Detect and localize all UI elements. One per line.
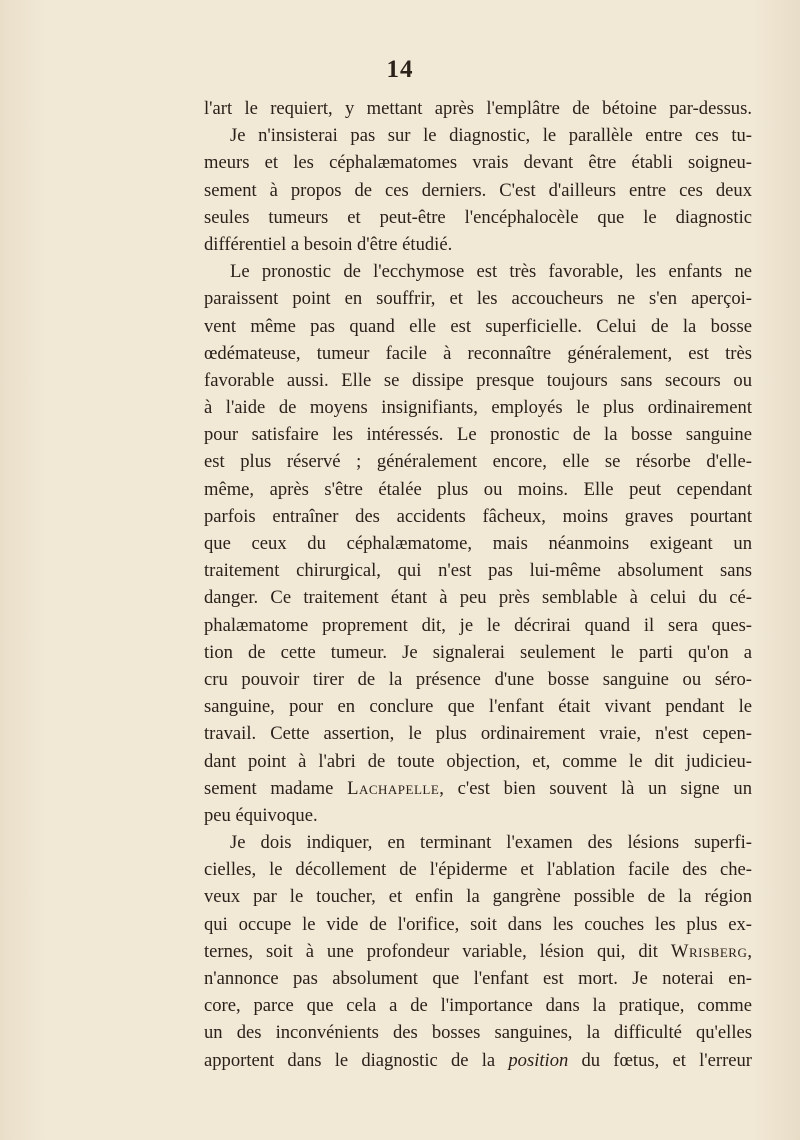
- text-line: sanguine, pour en conclure que l'enfant était vivant pendant le: [204, 696, 752, 718]
- text-line: vent même pas quand elle est superficielle. Celui de la bosse: [204, 315, 752, 337]
- text-segment: ,: [747, 940, 752, 962]
- text-line: [204, 775, 752, 802]
- text-line: Je n'insisterai pas sur le diagnostic, le parallèle entre ces tu-: [230, 125, 752, 147]
- text-line: Je dois indiquer, en terminant l'examen des lésions superfi-: [230, 832, 752, 854]
- text-line: cielles, le décollement de l'épiderme et l'ablation facile des che-: [204, 859, 752, 881]
- text-line: sement à propos de ces derniers. C'est d'ailleurs entre ces deux: [204, 179, 752, 201]
- text-line: travail. Cette assertion, le plus ordinairement vraie, n'est cepen-: [204, 723, 752, 745]
- body-text: [204, 95, 752, 1074]
- text-line: à l'aide de moyens insignifiants, employés le plus ordinairement: [204, 397, 752, 419]
- text-line: [204, 938, 752, 965]
- text-line: veux par le toucher, et enfin la gangrène possible de la région: [204, 886, 752, 908]
- text-line: est plus réservé ; généralement encore, elle se résorbe d'elle-: [204, 451, 752, 473]
- text-line: tion de cette tumeur. Je signalerai seulement le parti qu'on a: [204, 641, 752, 663]
- text-line: meurs et les céphalæmatomes vrais devant être établi soigneu-: [204, 152, 752, 174]
- text-line: différentiel a besoin d'être étudié.: [204, 233, 453, 255]
- text-segment: ternes, soit à une profondeur variable, lésion qui, dit: [204, 940, 671, 962]
- text-line: qui occupe le vide de l'orifice, soit dans les couches les plus ex-: [204, 913, 752, 935]
- text-line: favorable aussi. Elle se dissipe presque toujours sans secours ou: [204, 369, 752, 391]
- text-line: œdémateuse, tumeur facile à reconnaître généralement, est très: [204, 342, 752, 364]
- text-segment: apportent dans le diagnostic de la: [204, 1049, 509, 1071]
- text-line: l'art le requiert, y mettant après l'emplâtre de bétoine par-dessus.: [204, 98, 752, 119]
- text-line: même, après s'être étalée plus ou moins. Elle peut cependant: [204, 478, 752, 500]
- text-line: traitement chirurgical, qui n'est pas lui-même absolument sans: [204, 560, 752, 582]
- text-segment: , c'est bien souvent là un signe un: [439, 777, 752, 799]
- text-segment: sement madame: [204, 777, 348, 799]
- text-line: Le pronostic de l'ecchymose est très favorable, les enfants ne: [230, 261, 752, 283]
- page-number: 14: [386, 56, 414, 83]
- text-line: danger. Ce traitement étant à peu près semblable à celui du cé-: [204, 587, 752, 609]
- emphasis-text: position: [508, 1049, 569, 1071]
- text-segment: du fœtus, et l'erreur: [568, 1049, 752, 1071]
- text-line: [204, 1047, 752, 1074]
- text-line: peu équivoque.: [204, 804, 318, 826]
- text-line: core, parce que cela a de l'importance dans la pratique, comme: [204, 995, 752, 1017]
- text-line: n'annonce pas absolument que l'enfant est mort. Je noterai en-: [204, 968, 752, 989]
- text-line: dant point à l'abri de toute objection, et, comme le dit judicieu-: [204, 750, 752, 772]
- text-line: seules tumeurs et peut-être l'encéphalocèle que le diagnostic: [204, 206, 752, 228]
- text-line: paraissent point en souffrir, et les accoucheurs ne s'en aperçoi-: [204, 288, 752, 310]
- author-name: Lachapelle: [347, 777, 440, 799]
- text-line: phalæmatome proprement dit, je le décrirai quand il sera ques-: [204, 614, 752, 636]
- text-line: parfois entraîner des accidents fâcheux, moins graves pourtant: [204, 505, 752, 527]
- text-line: un des inconvénients des bosses sanguines, la difficulté qu'elles: [204, 1022, 752, 1044]
- text-line: que ceux du céphalæmatome, mais néanmoins exigeant un: [204, 533, 752, 554]
- author-name: Wrisberg: [670, 940, 748, 962]
- text-line: pour satisfaire les intéressés. Le pronostic de la bosse sanguine: [204, 424, 752, 446]
- text-line: cru pouvoir tirer de la présence d'une bosse sanguine ou séro-: [204, 668, 752, 690]
